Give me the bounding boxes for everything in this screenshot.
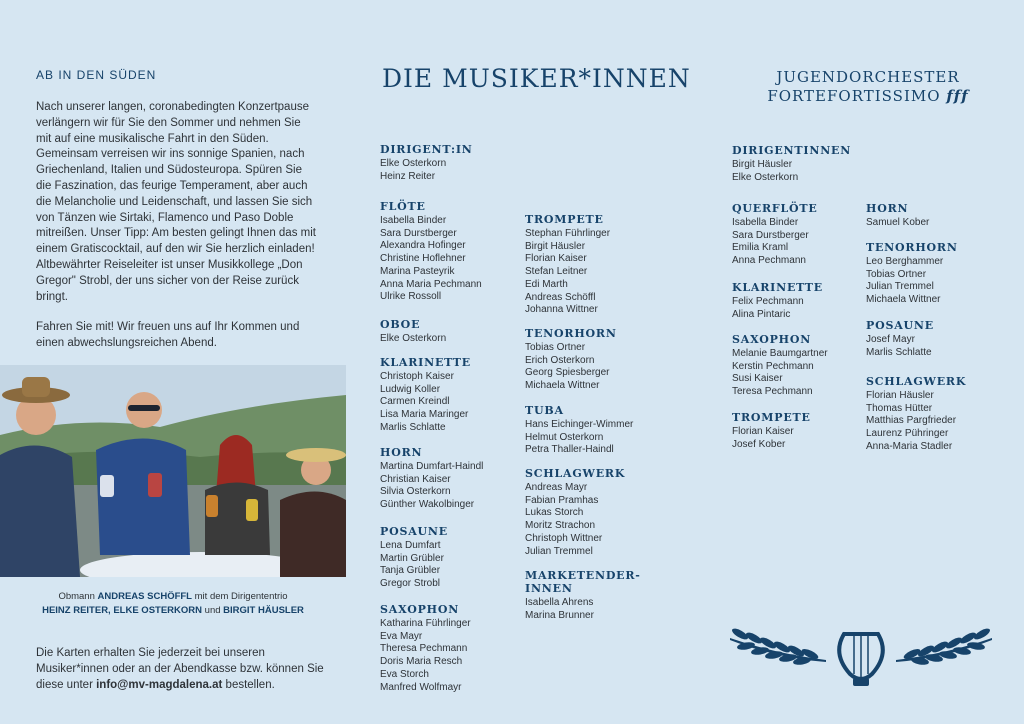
orchestra-title-line-2 [752,87,984,106]
ticket-info [36,646,326,693]
member-name: Johanna Wittner [525,304,598,316]
member-name: Carmen Kreindl [380,396,450,408]
member-name: Ludwig Koller [380,383,441,395]
caption-name: ANDREAS SCHÖFFL [97,591,192,602]
orchestra-name: FORTEFORTISSIMO [767,87,941,105]
member-name: Birgit Häusler [525,240,586,252]
member-list [380,333,446,346]
member-name: Florian Häusler [866,390,934,401]
ticket-text: Die Karten erhalten Sie jederzeit bei unseren Musiker*innen oder an der Abendkasse bzw. können Sie diese unter [36,647,324,691]
member-list [380,371,471,435]
member-name: Martin Grübler [380,552,444,564]
member-name: Doris Maria Resch [380,656,463,668]
member-name: Silvia Osterkorn [380,486,451,498]
member-list [525,342,617,393]
member-list [732,217,818,268]
caption-text: mit dem Dirigententrio [192,591,288,602]
section-title: FLÖTE [380,200,426,213]
caption-line-1 [0,590,346,604]
member-name: Sara Durstberger [380,227,457,239]
member-list [525,419,633,457]
dynamic-mark: fff [946,87,969,105]
member-name: Thomas Hütter [866,402,933,414]
group-photo-illustration [0,365,346,577]
member-name: Kerstin Pechmann [732,360,814,372]
section-querfloete [732,202,818,268]
member-name: Marlis Schlatte [866,346,932,358]
email-link[interactable]: info@mv-magdalena.at [96,678,223,691]
section-title: SCHLAGWERK [525,467,626,480]
section-tuba [525,404,633,457]
section-trompete-jugend [732,411,811,451]
section-tenorhorn-jugend [866,241,958,307]
section-title: SCHLAGWERK [866,375,967,388]
member-name: Tobias Ortner [525,342,586,353]
member-list [525,597,635,622]
member-list [380,540,448,591]
section-title: SAXOPHON [380,603,460,616]
section-title: TENORHORN [525,327,617,340]
section-title: QUERFLÖTE [732,202,818,215]
ticket-text: bestellen. [222,678,275,691]
section-title: DIRIGENTINNEN [732,144,852,157]
member-list [380,158,473,183]
section-title: TROMPETE [525,213,604,226]
section-schlagwerk-jugend [866,375,966,454]
intro-heading: AB IN DEN SÜDEN [36,68,157,82]
orchestra-title [752,68,984,106]
member-list [525,482,625,558]
section-title: OBOE [380,318,421,331]
member-name: Petra Thaller-Haindl [525,444,614,456]
section-saxophon-jugend [732,333,828,399]
member-name: Andreas Schöffl [525,291,596,303]
member-name: Alina Pintaric [732,308,791,320]
member-name: Josef Kober [732,438,786,450]
member-name: Elke Osterkorn [380,333,447,344]
section-schlagwerk [525,467,625,558]
member-name: Isabella Ahrens [525,597,594,608]
member-name: Julian Tremmel [866,281,934,293]
member-name: Melanie Baumgartner [732,348,828,359]
section-title: MARKETENDER-INNEN [525,569,641,595]
section-posaune [380,525,448,591]
member-name: Ulrike Rossoll [380,291,442,303]
caption-line-2 [0,604,346,618]
member-list [866,217,929,230]
member-name: Andreas Mayr [525,482,588,493]
member-name: Tobias Ortner [866,268,927,280]
member-name: Matthias Pargfrieder [866,415,957,427]
section-trompete [525,213,610,317]
member-name: Marina Brunner [525,609,594,621]
member-list [866,256,958,307]
member-list [732,296,823,321]
member-name: Hans Eichinger-Wimmer [525,419,634,430]
member-name: Katharina Führlinger [380,618,471,629]
page-title: DIE MUSIKER*INNEN [382,64,691,93]
member-list [380,215,482,304]
member-name: Elke Osterkorn [380,158,447,169]
section-floete [380,200,482,304]
section-posaune-jugend [866,319,934,359]
section-title: POSAUNE [866,319,934,332]
member-name: Anna Pechmann [732,255,806,267]
group-photo [0,365,346,577]
member-name: Moritz Strachon [525,520,596,532]
section-title: DIRIGENT:IN [380,143,473,156]
section-title: POSAUNE [380,525,448,538]
section-title: TROMPETE [732,411,811,424]
member-name: Gregor Strobl [380,578,441,590]
member-name: Stefan Leitner [525,266,588,278]
section-tenorhorn [525,327,617,393]
member-name: Manfred Wolfmayr [380,681,462,693]
section-horn-jugend [866,202,929,230]
member-name: Michaela Wittner [525,380,600,392]
member-list [732,159,851,184]
member-name: Christian Kaiser [380,473,451,485]
member-list [732,348,828,399]
member-name: Florian Kaiser [732,426,794,437]
member-name: Lisa Maria Maringer [380,409,469,421]
member-list [525,228,610,317]
member-name: Erich Osterkorn [525,354,595,366]
member-name: Helmut Osterkorn [525,431,604,443]
member-name: Edi Marth [525,278,568,290]
member-name: Martina Dumfart-Haindl [380,461,484,472]
member-name: Lukas Storch [525,507,584,519]
lyre-laurel-icon [726,624,996,694]
member-name: Birgit Häusler [732,159,793,170]
member-name: Eva Storch [380,668,429,680]
member-name: Sara Durstberger [732,229,809,241]
member-list [732,426,811,451]
member-name: Tanja Grübler [380,565,441,577]
member-name: Marlis Schlatte [380,421,446,433]
member-name: Marina Pasteyrik [380,265,455,277]
section-saxophon [380,603,471,694]
intro-paragraph-1: Nach unserer langen, coronabedingten Konzertpause verlängern wir für Sie den Sommer und nehmen Sie mit auf eine musikalische Fahrt in den Süden. Gemeinsam verreisen wir ins sonnige Spanien, nach Griechenland, Italien und Südosteuropa. Spüren Sie die Faszination, das feurige Temperament, aber auch die Melancholie und Leidenschaft, und lassen Sie sich von Tänzen wie Sirtaki, Flamenco und Paso Doble mitreißen. Unser Tipp: Am besten gelingt Ihnen das mit einem Gratiscocktail, auf den wir Sie herzlich einladen! Altbewährter Reiseleiter ist unser Musikkollege „Don Gregor" Strobl, der uns sicher von der Reise zurück bringt. [36,101,316,303]
member-name: Josef Mayr [866,334,915,345]
section-klarinette-jugend [732,281,823,321]
caption-name: HEINZ REITER, ELKE OSTERKORN [42,605,203,616]
member-name: Julian Tremmel [525,545,593,557]
member-name: Eva Mayr [380,630,423,642]
caption-text: und [202,605,224,616]
photo-caption [0,590,346,618]
section-marketenderinnen [525,569,641,622]
section-oboe [380,318,446,346]
section-title: HORN [866,202,909,215]
member-name: Christoph Wittner [525,532,603,544]
member-name: Emilia Kraml [732,242,789,254]
section-title: TENORHORN [866,241,958,254]
member-list [380,618,471,694]
orchestra-title-line-1: JUGENDORCHESTER [776,68,960,86]
member-name: Michaela Wittner [866,294,941,306]
member-name: Georg Spiesberger [525,367,610,379]
member-name: Anna-Maria Stadler [866,440,953,452]
intro-paragraph-2: Fahren Sie mit! Wir freuen uns auf Ihr Kommen und einen abwechslungsreichen Abend. [36,321,300,350]
section-title: SAXOPHON [732,333,812,346]
member-name: Stephan Führlinger [525,228,611,239]
member-name: Fabian Pramhas [525,494,599,506]
member-list [380,461,483,512]
member-name: Florian Kaiser [525,253,587,265]
intro-text [36,100,316,352]
member-name: Isabella Binder [380,215,447,226]
intro-column [36,68,316,352]
member-name: Theresa Pechmann [380,643,468,655]
member-name: Christoph Kaiser [380,371,454,382]
caption-text: Obmann [58,591,98,602]
member-list [866,334,934,359]
member-name: Felix Pechmann [732,296,804,307]
member-name: Elke Osterkorn [732,171,799,183]
member-list [866,390,966,454]
member-name: Susi Kaiser [732,373,783,385]
member-name: Günther Wakolbinger [380,499,475,511]
section-title: KLARINETTE [732,281,823,294]
section-horn [380,446,483,512]
caption-name: BIRGIT HÄUSLER [223,605,304,616]
member-name: Christine Hoflehner [380,253,466,265]
member-name: Samuel Kober [866,217,930,228]
section-dirigentinnen [732,144,851,184]
section-dirigent [380,143,473,183]
member-name: Laurenz Pühringer [866,428,949,440]
member-name: Alexandra Hofinger [380,240,466,252]
section-title: TUBA [525,404,564,417]
member-name: Isabella Binder [732,217,799,228]
member-name: Lena Dumfart [380,540,441,551]
section-title: HORN [380,446,423,459]
section-klarinette [380,356,471,435]
section-title: KLARINETTE [380,356,471,369]
member-name: Heinz Reiter [380,170,436,182]
member-name: Teresa Pechmann [732,386,813,398]
member-name: Anna Maria Pechmann [380,278,482,290]
member-name: Leo Berghammer [866,256,944,267]
